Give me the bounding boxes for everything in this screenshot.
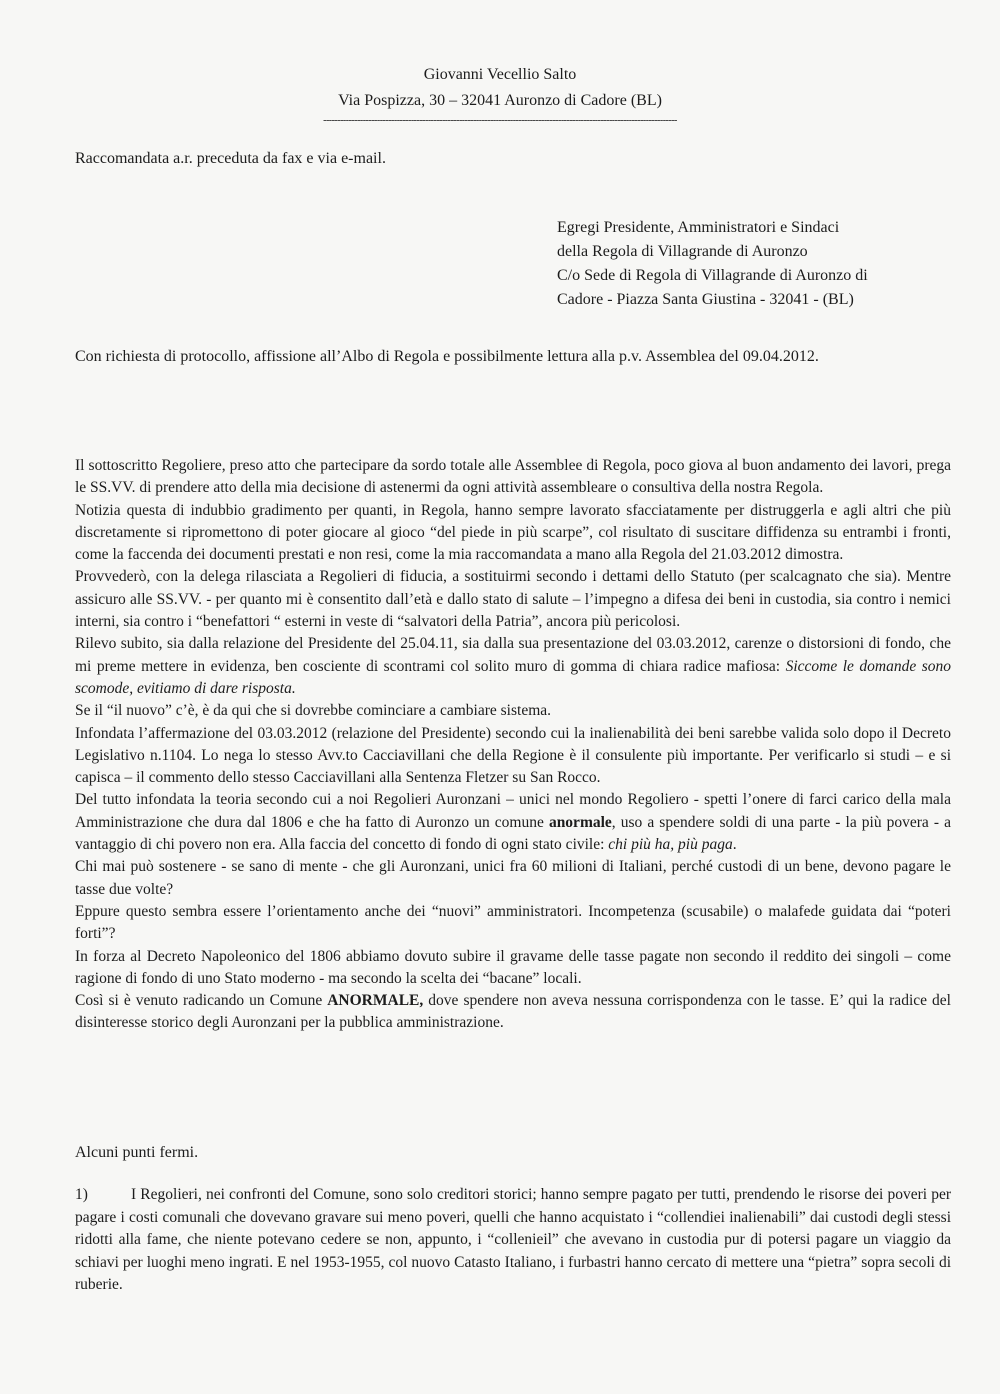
body-paragraph: Notizia questa di indubbio gradimento per quanti, in Regola, hanno sempre lavorato sfacciatamente per distruggerla e agli altri che più discretamente si ripromettono di poter giocare al gioco “del piede in più scarpe”, col risultato di suscitare diffidenza su entrambi i fronti, come la faccenda dei documenti prestati e non resi, come la mia raccomandata a mano alla Regola del 21.03.2012 dimostra. [75,501,951,564]
header-separator: ----------------------------------------------------------------------------------------------------------------------------- [323,116,677,126]
point-number: 1) [75,1186,88,1203]
paragraph-text: , uso a spendere soldi di una parte - la più povera - a vantaggio di chi povero non era. Alla faccia del concetto di fondo di ogni stato civile: [75,813,951,854]
italic-quote: Siccome le domande sono scomode, evitiamo di dare risposta. [75,657,951,697]
body-paragraph [75,990,951,1035]
paragraph-text: dove spendere non aveva nessuna corrispondenza con le tasse. E’ qui la radice del disinteresse storico degli Auronzani per la pubblica amministrazione. [75,992,951,1032]
points-title: Alcuni punti fermi. [75,1144,199,1161]
recipient-block [557,216,868,312]
letter-body [75,455,951,1035]
body-paragraph: Chi mai può sostenere - se sano di mente - che gli Auronzani, unici fra 60 milioni di Italiani, perché custodi di un bene, devono pagare le tasse due volte? [75,858,951,898]
sender-name: Giovanni Vecellio Salto [423,66,577,83]
body-paragraph: Infondata l’affermazione del 03.03.2012 (relazione del Presidente) secondo cui la inalienabilità dei beni sarebbe valida solo dopo il Decreto Legislativo n.1104. Lo nega lo stesso Avv.to Cacciavillani che della Regione è il consulente più importante. Per verificarlo si studi – e si capisca – il commento dello stesso Cacciavillani alla Sentenza Fletzer su San Rocco. [75,724,951,787]
body-paragraph: In forza al Decreto Napoleonico del 1806 abbiamo dovuto subire il gravame delle tasse pagate non secondo il reddito dei singoli – come ragione di fondo di uno Stato moderno - ma secondo la scelta dei “bacane” locali. [75,947,951,987]
recipient-line: Cadore - Piazza Santa Giustina - 32041 - (BL) [557,291,854,308]
italic-quote: chi più ha, più paga [608,836,733,854]
paragraph-text: Del tutto infondata la teoria secondo cui a noi Regolieri Auronzani – unici nel mondo Regoliero - spetti l’onere di farci carico della mala Amministrazione che dura dal 1806 e che ha fatto di Auronzo un comune [75,791,951,831]
body-paragraph: Se il “il nuovo” c’è, è da qui che si dovrebbe cominciare a cambiare sistema. [75,702,552,720]
body-paragraph: Provvederò, con la delega rilasciata a Regolieri di fiducia, a sostituirmi secondo i dettami dello Statuto (per scalcagnato che sia). Mentre assicuro alle SS.VV. - per quanto mi è consentito dall’età e dallo stato di salute – l’impegno a difesa dei beni in custodia, sia contro i nemici interni, sia contro i “benefattori “ esterni in veste di “salvatori della Patria”, ancora più pericolosi. [75,568,951,631]
recipient-line: C/o Sede di Regola di Villagrande di Auronzo di [557,267,868,284]
point-text: I Regolieri, nei confronti del Comune, sono solo creditori storici; hanno sempre pagato per tutti, prendendo le risorse dei poveri per pagare i costi comunali che dovevano gravare sui meno poveri, quelli che hanno acquistato i “collendiei inalienabili” dai custodi degli stessi ridotti alla fame, che niente potevano cedere se non, appunto, i “collenieil” che avevano in custodia pur di potersi pagare un viaggio da schiavi per luoghi meno ingrati. E nel 1953-1955, col nuovo Catasto Italiano, i furbastri hanno cercato di mettere una “pietra” sopra secoli di ruberie. [75,1186,951,1293]
body-paragraph: Il sottoscritto Regoliere, preso atto che partecipare da sordo totale alle Assemblee di Regola, poco giova al buon andamento dei lavori, prega le SS.VV. di prendere atto della mia decisione di astenermi da ogni attività assembleare o consultiva della nostra Regola. [75,457,951,497]
sender-address: Via Pospizza, 30 – 32041 Auronzo di Cadore (BL) [338,92,662,109]
paragraph-text: Rilevo subito, sia dalla relazione del Presidente del 25.04.11, sia dalla sua presentazione del 03.03.2012, carenze o distorsioni di fondo, che mi preme mettere in evidenza, ben cosciente di scontrami col solito muro di gomma di chiara radice mafiosa: [75,635,951,675]
body-paragraph [75,633,951,700]
paragraph-text: Così si è venuto radicando un Comune [75,992,328,1010]
request-note: Con richiesta di protocollo, affissione all’Albo di Regola e possibilmente lettura alla p.v. Assemblea del 09.04.2012. [75,348,819,365]
body-paragraph: Eppure questo sembra essere l’orientamento anche dei “nuovi” amministratori. Incompetenza (scusabile) o malafede guidata dai “poteri forti”? [75,902,951,943]
recipient-line: Egregi Presidente, Amministratori e Sindaci [557,219,840,236]
paragraph-text: . [732,836,737,854]
point-item [75,1184,951,1297]
body-paragraph [75,789,951,856]
letter-header [0,62,1000,126]
recipient-line: della Regola di Villagrande di Auronzo [557,243,808,260]
delivery-method: Raccomandata a.r. preceduta da fax e via e-mail. [75,150,386,167]
bold-word: ANORMALE, [327,992,424,1010]
bold-word: anormale [548,813,612,831]
